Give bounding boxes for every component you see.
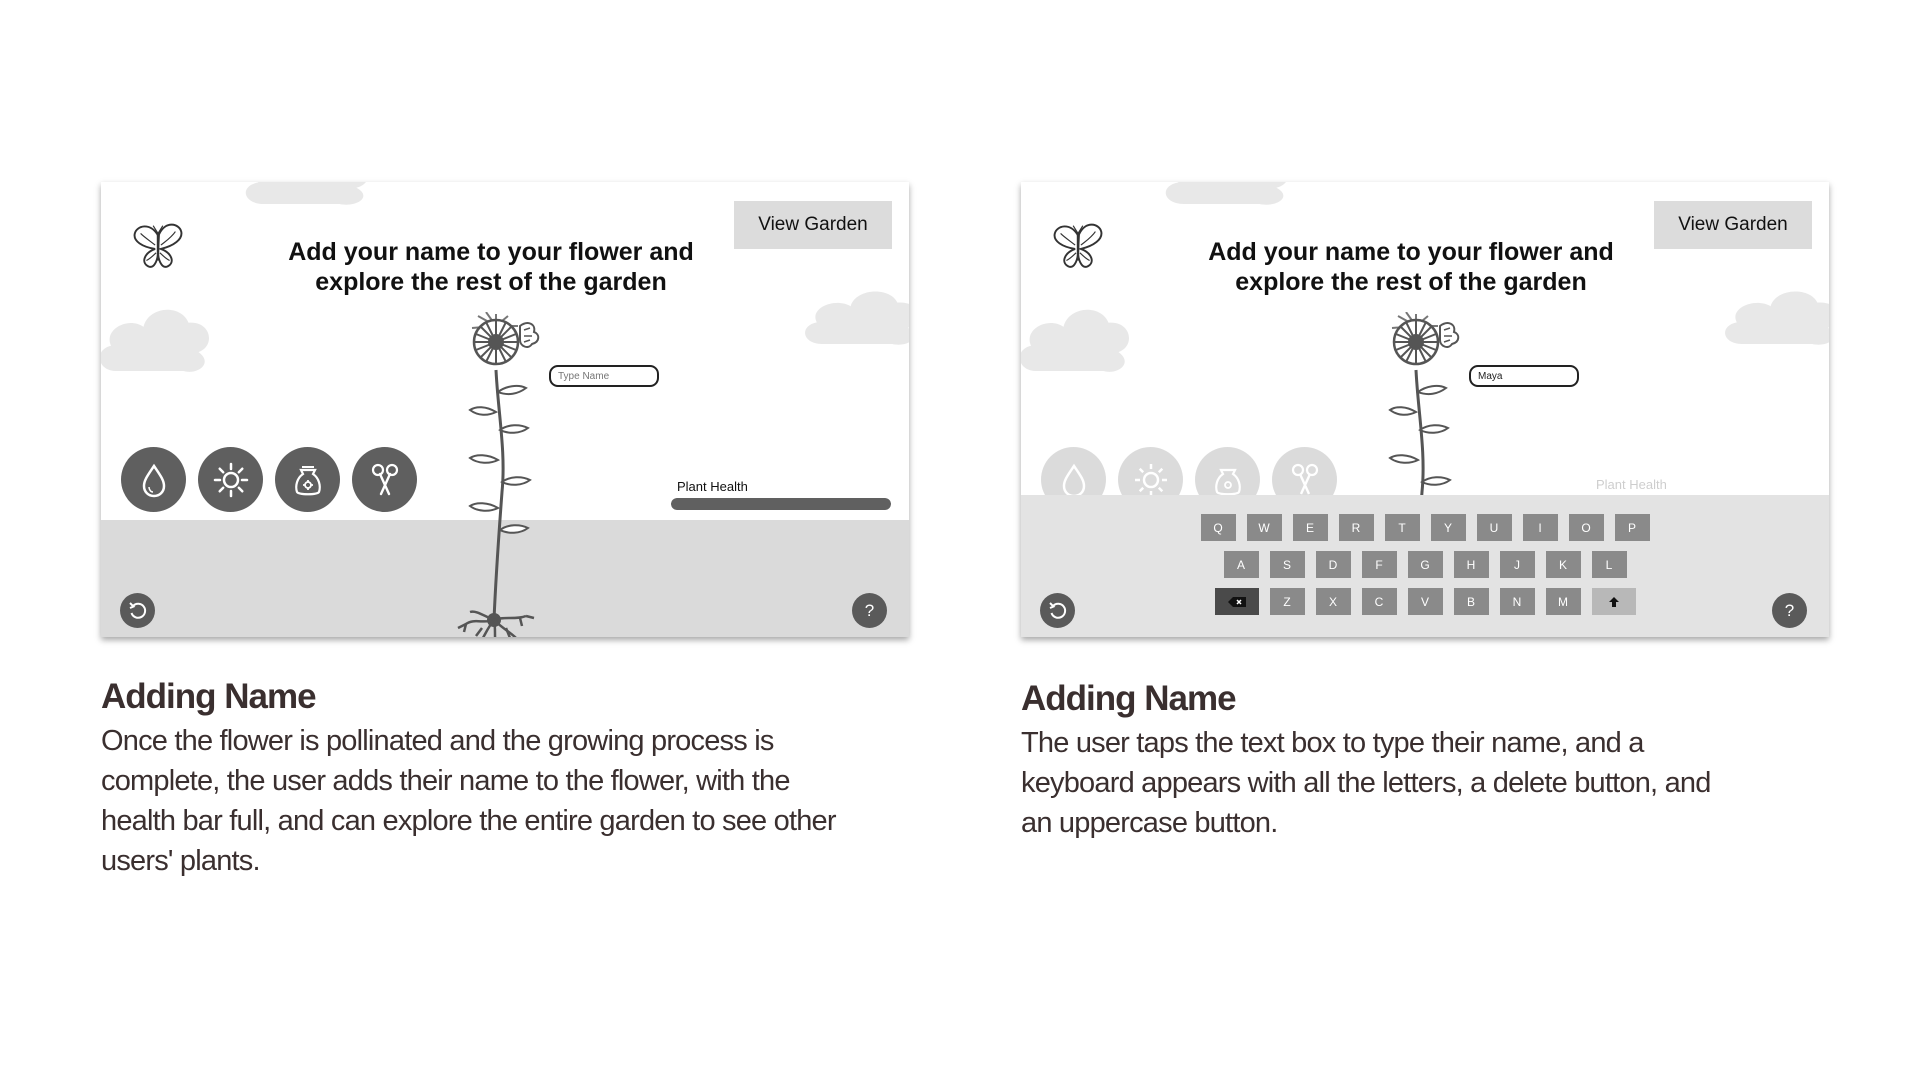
cloud-1 bbox=[236, 182, 376, 222]
name-input[interactable] bbox=[549, 365, 659, 387]
cloud-3 bbox=[1716, 272, 1829, 362]
view-garden-button[interactable]: View Garden bbox=[1654, 201, 1812, 249]
caption-line: health bar full, and can explore the entire garden to see other bbox=[101, 805, 836, 837]
key-s[interactable]: S bbox=[1270, 551, 1305, 578]
sun-icon bbox=[211, 460, 251, 500]
plant-health-label: Plant Health bbox=[677, 479, 748, 494]
key-y[interactable]: Y bbox=[1431, 514, 1466, 541]
key-l[interactable]: L bbox=[1592, 551, 1627, 578]
title-line-1: Add your name to your flower and bbox=[288, 238, 694, 266]
key-w[interactable]: W bbox=[1247, 514, 1282, 541]
key-f[interactable]: F bbox=[1362, 551, 1397, 578]
water-drop-icon bbox=[1054, 460, 1094, 500]
prune-button[interactable] bbox=[352, 447, 417, 512]
key-d[interactable]: D bbox=[1316, 551, 1351, 578]
cloud-2 bbox=[1021, 287, 1136, 392]
key-p[interactable]: P bbox=[1615, 514, 1650, 541]
plant-health-fill bbox=[671, 498, 891, 510]
sunflower-icon bbox=[436, 312, 556, 637]
sun-button[interactable] bbox=[198, 447, 263, 512]
plant-health-bar bbox=[671, 498, 891, 510]
undo-icon bbox=[1047, 600, 1069, 622]
water-drop-icon bbox=[134, 460, 174, 500]
key-j[interactable]: J bbox=[1500, 551, 1535, 578]
caption-line: complete, the user adds their name to the flower, with the bbox=[101, 765, 790, 797]
key-i[interactable]: I bbox=[1523, 514, 1558, 541]
caption-line: users' plants. bbox=[101, 845, 260, 877]
help-button[interactable]: ? bbox=[852, 593, 887, 628]
cloud-1 bbox=[1156, 182, 1296, 222]
scissors-icon bbox=[365, 460, 405, 500]
sun-icon bbox=[1131, 460, 1171, 500]
caption-title: Adding Name bbox=[101, 677, 316, 716]
delete-key[interactable] bbox=[1215, 588, 1259, 615]
key-m[interactable]: M bbox=[1546, 588, 1581, 615]
key-a[interactable]: A bbox=[1224, 551, 1259, 578]
key-b[interactable]: B bbox=[1454, 588, 1489, 615]
cloud-3 bbox=[796, 272, 909, 362]
seed-bag-icon bbox=[1208, 460, 1248, 500]
plant-health-label: Plant Health bbox=[1596, 477, 1667, 492]
caption-body bbox=[101, 721, 909, 881]
page-title bbox=[251, 237, 731, 297]
title-line-2: explore the rest of the garden bbox=[1235, 268, 1587, 296]
key-x[interactable]: X bbox=[1316, 588, 1351, 615]
shift-key[interactable] bbox=[1592, 588, 1636, 615]
key-z[interactable]: Z bbox=[1270, 588, 1305, 615]
key-g[interactable]: G bbox=[1408, 551, 1443, 578]
key-e[interactable]: E bbox=[1293, 514, 1328, 541]
key-u[interactable]: U bbox=[1477, 514, 1512, 541]
backspace-icon bbox=[1227, 596, 1247, 608]
caption-line: Once the flower is pollinated and the growing process is bbox=[101, 725, 774, 757]
key-v[interactable]: V bbox=[1408, 588, 1443, 615]
butterfly-icon bbox=[1049, 218, 1107, 276]
caption-body bbox=[1021, 723, 1829, 843]
keyboard-row-3 bbox=[1021, 588, 1829, 615]
view-garden-button[interactable]: View Garden bbox=[734, 201, 892, 249]
page-title bbox=[1171, 237, 1651, 297]
undo-button[interactable] bbox=[1040, 593, 1075, 628]
key-o[interactable]: O bbox=[1569, 514, 1604, 541]
keyboard-row-1 bbox=[1021, 514, 1829, 541]
on-screen-keyboard bbox=[1021, 495, 1829, 637]
water-button[interactable] bbox=[121, 447, 186, 512]
key-q[interactable]: Q bbox=[1201, 514, 1236, 541]
seed-button[interactable] bbox=[275, 447, 340, 512]
key-k[interactable]: K bbox=[1546, 551, 1581, 578]
key-n[interactable]: N bbox=[1500, 588, 1535, 615]
arrow-up-icon bbox=[1608, 596, 1620, 608]
screen-1-frame bbox=[101, 182, 909, 637]
scissors-icon bbox=[1285, 460, 1325, 500]
caption-line: The user taps the text box to type their name, and a bbox=[1021, 727, 1644, 759]
butterfly-icon bbox=[129, 218, 187, 276]
caption-line: keyboard appears with all the letters, a delete button, and bbox=[1021, 767, 1711, 799]
title-line-1: Add your name to your flower and bbox=[1208, 238, 1614, 266]
key-h[interactable]: H bbox=[1454, 551, 1489, 578]
key-t[interactable]: T bbox=[1385, 514, 1420, 541]
undo-button[interactable] bbox=[120, 593, 155, 628]
screen-2-frame bbox=[1021, 182, 1829, 637]
undo-icon bbox=[127, 600, 149, 622]
cloud-2 bbox=[101, 287, 216, 392]
keyboard-row-2 bbox=[1021, 551, 1829, 578]
key-c[interactable]: C bbox=[1362, 588, 1397, 615]
screen-1 bbox=[101, 182, 909, 877]
screen-2 bbox=[1021, 182, 1829, 839]
caption-line: an uppercase button. bbox=[1021, 807, 1278, 839]
key-r[interactable]: R bbox=[1339, 514, 1374, 541]
seed-bag-icon bbox=[288, 460, 328, 500]
help-button[interactable]: ? bbox=[1772, 593, 1807, 628]
name-input[interactable] bbox=[1469, 365, 1579, 387]
caption-title: Adding Name bbox=[1021, 679, 1236, 718]
title-line-2: explore the rest of the garden bbox=[315, 268, 667, 296]
